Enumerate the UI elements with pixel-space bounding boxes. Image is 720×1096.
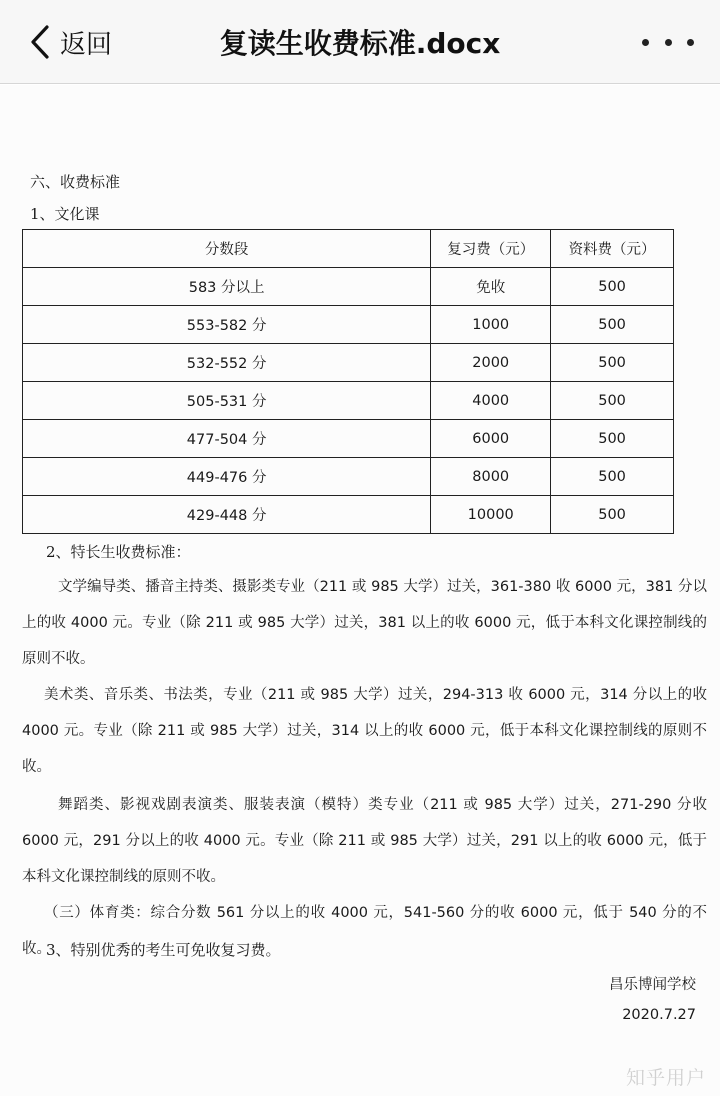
- top-nav-bar: [0, 0, 720, 84]
- score-range-cell: 532-552 分: [23, 344, 431, 382]
- score-range-cell: 505-531 分: [23, 382, 431, 420]
- subsection-culture-heading: 1、文化课: [30, 205, 100, 223]
- review-fee-cell: 4000: [431, 382, 551, 420]
- material-fee-cell: 500: [551, 420, 674, 458]
- material-fee-cell: 500: [551, 268, 674, 306]
- dot-icon: [642, 39, 649, 46]
- material-fee-cell: 500: [551, 458, 674, 496]
- review-fee-cell: 10000: [431, 496, 551, 534]
- table-row: [23, 306, 674, 344]
- watermark: 知乎用户: [625, 1067, 706, 1089]
- item-excellent-students: 3、特别优秀的考生可免收复习费。: [46, 941, 281, 959]
- material-fee-cell: 500: [551, 382, 674, 420]
- score-range-cell: 553-582 分: [23, 306, 431, 344]
- subsection-special-heading: 2、特长生收费标准：: [46, 543, 191, 561]
- review-fee-cell: 2000: [431, 344, 551, 382]
- paragraph-art-music: 美术类、音乐类、书法类，专业（211 或 985 大学）过关，294-313 收 6000 元，314 分以上的收 4000 元。专业（除 211 或 985 大学）过关，314 以上的收 6000 元，低于本科文化课控制线的原则不收。: [22, 687, 707, 775]
- paragraph-sports: （三）体育类：综合分数 561 分以上的收 4000 元，541-560 分的收 6000 元，低于 540 分的不收。: [22, 905, 707, 957]
- signature-school: 昌乐博闻学校: [609, 977, 696, 993]
- material-fee-cell: 500: [551, 344, 674, 382]
- table-row: [23, 458, 674, 496]
- back-label: 返回: [60, 29, 113, 60]
- review-fee-cell: 免收: [431, 268, 551, 306]
- section-heading: 六、收费标准: [30, 173, 121, 191]
- dot-icon: [687, 39, 694, 46]
- column-header-score-range: 分数段: [23, 230, 431, 268]
- table-header-row: [23, 230, 674, 268]
- table-row: [23, 344, 674, 382]
- material-fee-cell: 500: [551, 496, 674, 534]
- review-fee-cell: 8000: [431, 458, 551, 496]
- back-button[interactable]: [30, 20, 112, 64]
- paragraph-dance-performance: 舞蹈类、影视戏剧表演类、服装表演（模特）类专业（211 或 985 大学）过关，271-290 分收 6000 元，291 分以上的收 4000 元。专业（除 211 或 985 大学）过关，291 以上的收 6000 元，低于本科文化课控制线的原则不收。: [22, 797, 707, 885]
- table-row: [23, 420, 674, 458]
- table-row: [23, 268, 674, 306]
- review-fee-cell: 6000: [431, 420, 551, 458]
- review-fee-cell: 1000: [431, 306, 551, 344]
- fee-table: [22, 229, 674, 534]
- score-range-cell: 477-504 分: [23, 420, 431, 458]
- paragraph-literature-broadcasting: 文学编导类、播音主持类、摄影类专业（211 或 985 大学）过关，361-380 收 6000 元，381 分以上的收 4000 元。专业（除 211 或 985 大学）过关，381 以上的收 6000 元，低于本科文化课控制线的原则不收。: [22, 579, 707, 667]
- score-range-cell: 429-448 分: [23, 496, 431, 534]
- material-fee-cell: 500: [551, 306, 674, 344]
- table-row: [23, 496, 674, 534]
- dot-icon: [665, 39, 672, 46]
- document-title: 复读生收费标准.docx: [219, 27, 501, 60]
- score-range-cell: 583 分以上: [23, 268, 431, 306]
- document-page[interactable]: [0, 85, 720, 1096]
- table-row: [23, 382, 674, 420]
- column-header-review-fee: 复习费（元）: [431, 230, 551, 268]
- chevron-left-icon: [30, 25, 50, 59]
- more-options-button[interactable]: [642, 30, 694, 54]
- column-header-material-fee: 资料费（元）: [551, 230, 674, 268]
- score-range-cell: 449-476 分: [23, 458, 431, 496]
- signature-date: 2020.7.27: [622, 1007, 696, 1023]
